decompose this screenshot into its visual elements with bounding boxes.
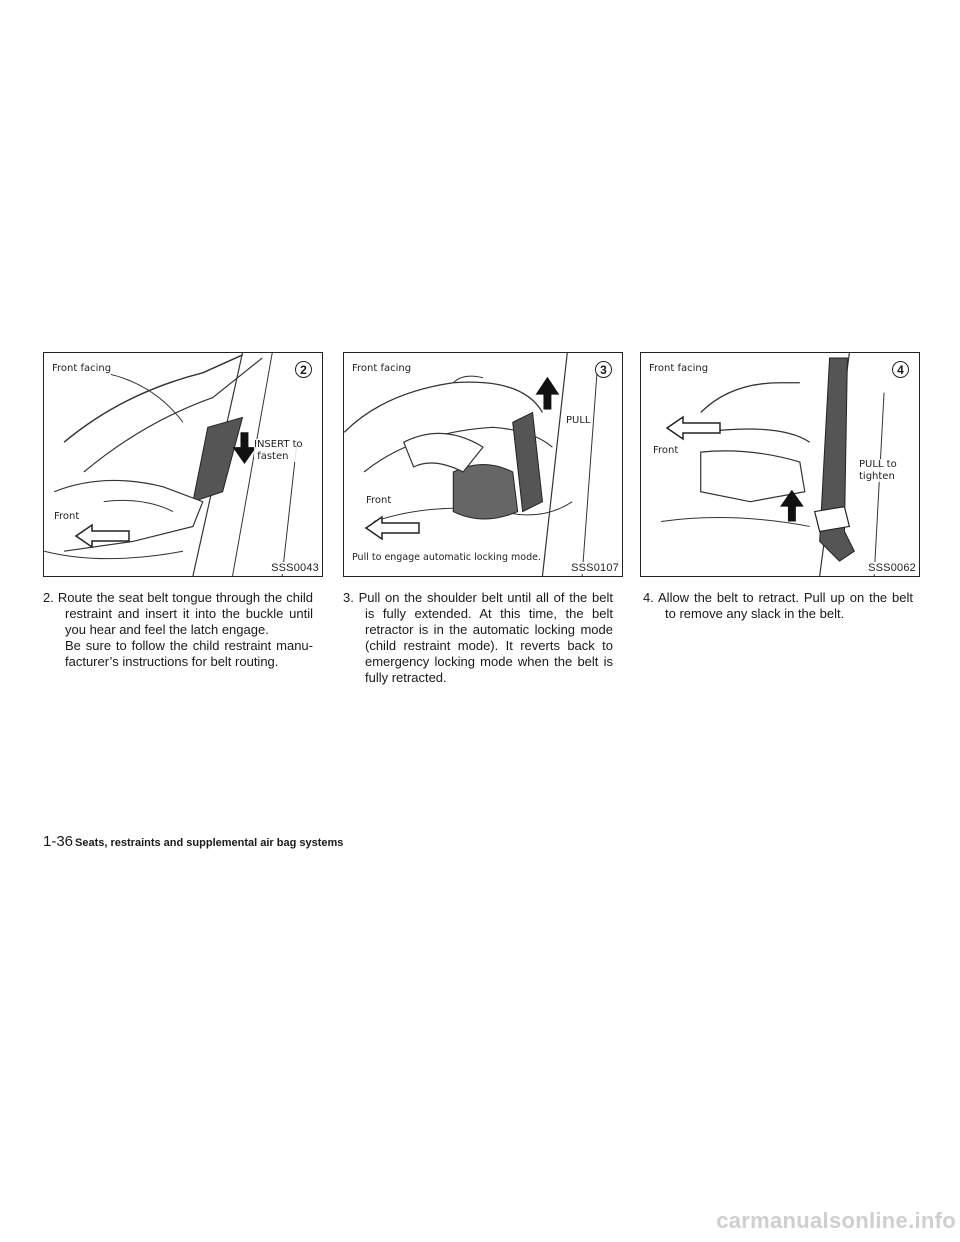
- front-direction-arrow-icon: [364, 515, 424, 541]
- page-footer: [43, 833, 343, 850]
- figure-number-badge: 4: [892, 361, 909, 378]
- step-4-text: [643, 590, 913, 622]
- label-front-facing: Front facing: [649, 363, 709, 374]
- label-front: Front: [366, 495, 392, 506]
- front-direction-arrow-icon: [74, 523, 134, 549]
- label-front: Front: [653, 445, 679, 456]
- label-pull: PULL: [566, 415, 591, 426]
- figure-code: SSS0043: [271, 562, 319, 574]
- label-pull-to-tighten: PULL to tighten: [859, 459, 897, 482]
- seat-belt-pull-illustration: [344, 353, 622, 576]
- figure-code: SSS0107: [571, 562, 619, 574]
- label-front: Front: [54, 511, 80, 522]
- figure-pull-to-tighten: [640, 352, 920, 577]
- watermark: carmanualsonline.info: [716, 1208, 956, 1233]
- step-3-text: [343, 590, 613, 686]
- step-2-text: [43, 590, 313, 670]
- step-2-note: Be sure to follow the child restraint manu-facturer’s instructions for belt routing.: [65, 638, 313, 669]
- section-title: Seats, restraints and supplemental air bag systems: [75, 837, 344, 849]
- label-front-facing: Front facing: [352, 363, 412, 374]
- label-insert-to-fasten: INSERT to fasten: [254, 439, 303, 462]
- step-4-instruction: 4. Allow the belt to retract. Pull up on the belt to remove any slack in the belt.: [643, 590, 913, 621]
- step-3-instruction: 3. Pull on the shoulder belt until all of the belt is fully extended. At this time, the belt retractor is in the automatic locking mode (child restraint mode). It reverts back to emergency locking mode when the belt is fully retracted.: [343, 590, 613, 685]
- caption-automatic-locking: Pull to engage automatic locking mode.: [352, 552, 541, 563]
- step-2-instruction: 2. Route the seat belt tongue through the child restraint and insert it into the buckle until you hear and feel the latch engage.: [43, 590, 313, 637]
- label-front-facing: Front facing: [52, 363, 112, 374]
- figure-number-badge: 3: [595, 361, 612, 378]
- figure-pull-belt: [343, 352, 623, 577]
- figure-number-badge: 2: [295, 361, 312, 378]
- page-number: 1-36: [43, 833, 74, 850]
- figure-code: SSS0062: [868, 562, 916, 574]
- figure-insert-to-fasten: [43, 352, 323, 577]
- front-direction-arrow-icon: [665, 415, 725, 441]
